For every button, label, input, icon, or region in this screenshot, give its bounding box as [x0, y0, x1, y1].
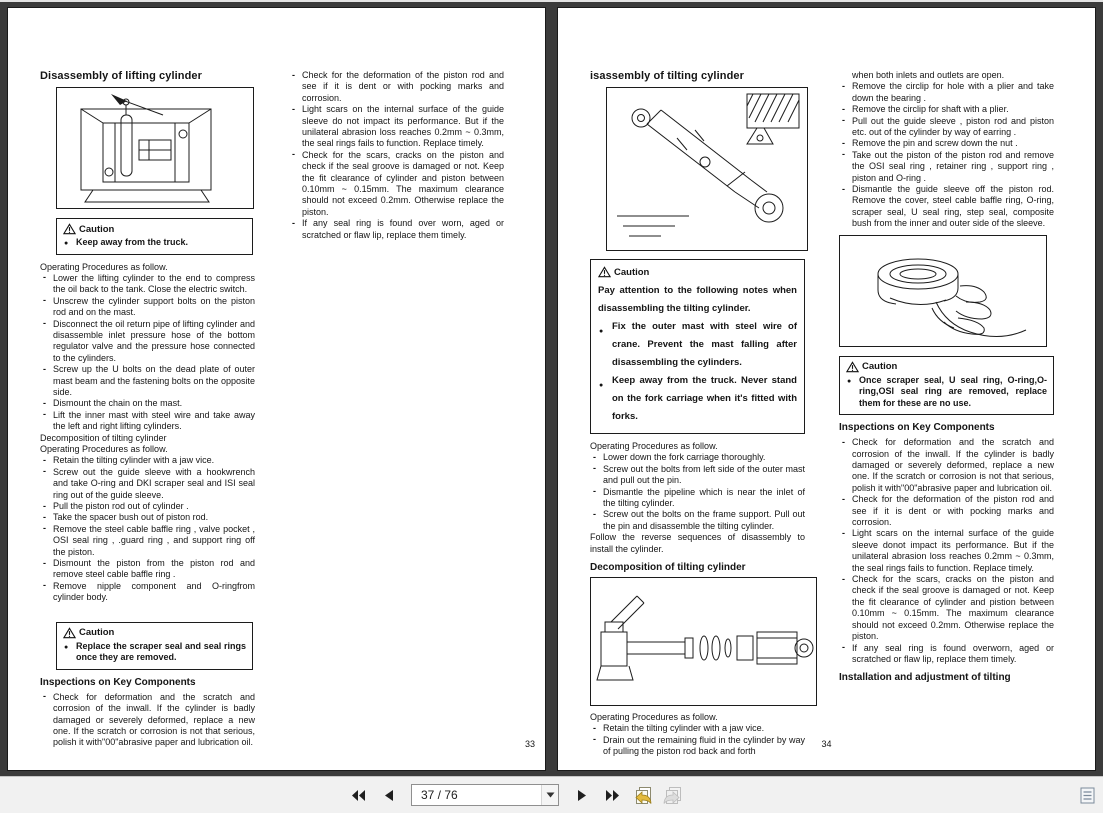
inspection-item: - Check for the scars, cracks on the piston and check if the seal groove is damaged or not. Keep the fit clearance of cylinder and pistion between 0.10mm ~ 0.15mm. The maximum clearance should not exceed 0.2mm. Otherwise replace the piston. [839, 574, 1054, 642]
caution-label: Caution [79, 627, 115, 639]
section-title-disassembly-tilting: isassembly of tilting cylinder [590, 70, 744, 82]
section-title-disassembly-lifting: Disassembly of lifting cylinder [40, 70, 203, 82]
page-33-column-1 [40, 70, 255, 749]
procedure-item: - Remove the steel cable baffle ring , valve pocket , OSI seal ring , .guard ring , and support ring off the piston. [40, 524, 255, 558]
procedure-item: - Disconnect the oil return pipe of lifting cylinder and disassemble inlet pressure hose of the bottom regulator valve and the pressure hose connected to the cylinders. [40, 319, 255, 365]
procedure-item: - Dismantle the guide sleeve off the piston rod. Remove the cover, steel cable baffle ring, O-ring, scraper seal, U seal ring, step seal, composite bush from the inner and outer side of the sleeve. [839, 184, 1054, 230]
document-page-33 [7, 7, 546, 771]
procedure-item: - Dismantle the pipeline which is near the inlet of the tilting cylinder. [590, 487, 805, 510]
caution-box-tilting-notes [590, 259, 805, 434]
hand-with-sleeve-drawing [840, 236, 1046, 346]
sidebar-toggle-icon [1080, 787, 1095, 804]
tilting-cylinder-drawing [607, 88, 807, 250]
inspection-item: - Light scars on the internal surface of the guide sleeve do not impact its performance. But if the unilateral abrasion loss reaches 0.2mm ~ 0.3mm, the seal rings fails to function. Replace timely. [289, 104, 504, 150]
caution-items [598, 318, 797, 426]
lifting-cylinder-figure [56, 87, 254, 209]
procedure-item: - Remove nipple component and O-ringfrom cylinder body. [40, 581, 255, 604]
procedure-item: - Take the spacer bush out of piston rod. [40, 512, 255, 523]
previous-page-button[interactable] [376, 782, 400, 808]
last-page-icon [605, 789, 620, 802]
first-page-icon [351, 789, 366, 802]
caution-label: Caution [862, 361, 898, 373]
procedure-item: - Screw up the U bolts on the dead plate of outer mast beam and the fastening bolts on the opposite side. [40, 364, 255, 398]
first-page-button[interactable] [346, 782, 370, 808]
procedure-item: - Dismount the chain on the mast. [40, 398, 255, 409]
procedure-item: - Screw out the guide sleeve with a hookwrench and take O-ring and DKI scraper seal and ISI seal ring out of the guide sleeve. [40, 467, 255, 501]
procedure-item: - Lift the inner mast with steel wire and take away the left and right lifting cylinders. [40, 410, 255, 433]
page-number-combobox[interactable] [411, 784, 559, 806]
viewer-toolbar [0, 776, 1103, 813]
inspections-heading: Inspections on Key Components [839, 422, 995, 434]
continued-text: when both inlets and outlets are open. [852, 70, 1005, 80]
procedure-item: - Screw out the bolts on the frame support. Pull out the pin and disassemble the tilting cylinder. [590, 509, 805, 532]
operating-procedures-label: Operating Procedures as follow. [40, 444, 168, 454]
inspection-item: - Light scars on the internal surface of the guide sleeve donot impact its performance. But if the unilateral abrasion loss reaches 0.2mm ~ 0.3mm, the seal rings fails to function. Replace timely. [839, 528, 1054, 574]
installation-heading: Installation and adjustment of tilting [839, 672, 1011, 684]
previous-view-icon [632, 786, 653, 805]
inspections-heading: Inspections on Key Components [40, 676, 196, 688]
caution-label: Caution [614, 266, 650, 278]
inspection-item: - Check for the deformation of the piston rod and see if it is dent or with pocking marks and corrosion. [839, 494, 1054, 528]
inspection-list-continued [289, 70, 504, 241]
caution-item: ● Replace the scraper seal and seal rings once they are removed. [63, 641, 246, 664]
caution-intro: Pay attention to the following notes when disassembling the tilting cylinder. [598, 285, 797, 314]
caution-items [63, 237, 246, 249]
caution-items [846, 375, 1047, 410]
tilting-cylinder-figure [606, 87, 808, 251]
procedure-item: - Drain out the remaining fluid in the cylinder by way of pulling the piston rod back and forth [590, 735, 805, 758]
inspection-item: - If any seal ring is found over worn, aged or scratched or flaw lip, replace them timely. [289, 218, 504, 241]
install-note: Follow the reverse sequences of disassembly to install the cylinder. [590, 532, 805, 554]
procedure-item: - Screw out the bolts from left side of the outer mast and pull out the pin. [590, 464, 805, 487]
next-page-button[interactable] [570, 782, 594, 808]
procedure-item: - Retain the tilting cylinder with a jaw vice. [40, 455, 255, 466]
caution-items [63, 641, 246, 664]
page-33-column-2 [289, 70, 504, 749]
next-view-icon [662, 786, 683, 805]
procedure-item: - Retain the tilting cylinder with a jaw vice. [590, 723, 805, 734]
procedure-item: - Lower down the fork carriage thoroughly. [590, 452, 805, 463]
removal-procedure-list [839, 81, 1054, 229]
lifting-procedure-list [40, 273, 255, 433]
page-34-column-2 [839, 70, 1054, 758]
page-number-34: 34 [821, 739, 832, 749]
caution-item: ● Keep away from the truck. [63, 237, 246, 249]
decomposition-procedure-list [40, 455, 255, 603]
inspection-list [839, 437, 1054, 665]
page-indicator: 37 / 76 [421, 788, 458, 802]
page-34-column-1 [590, 70, 805, 758]
operating-procedures-label: Operating Procedures as follow. [590, 712, 718, 723]
procedure-item: - Take out the piston of the piston rod and remove the OSI seal ring , retainer ring , support ring , piston and O-ring . [839, 150, 1054, 184]
inspection-item: - Check for deformation and the scratch and corrosion of the inwall. If the cylinder is badly damaged or severely deformed, replace a new one. If the scratch or corrosion is not that serious, polish it with"00"abrasive paper and lubrication oil. [40, 692, 255, 749]
next-view-button[interactable] [660, 782, 684, 808]
inspection-item: - If any seal ring is found overworn, aged or scratched or flaw lip, replace them timely. [839, 643, 1054, 666]
caution-item: ● Fix the outer mast with steel wire of crane. Prevent the mast falling after disassembling the cylinders. [598, 318, 797, 372]
page-navigation-group [346, 777, 684, 813]
previous-page-icon [383, 789, 394, 802]
operating-procedures-label: Operating Procedures as follow. [590, 441, 718, 451]
caution-label: Caution [79, 223, 115, 235]
caution-item: ● Once scraper seal, U seal ring, O-ring,O-ring,OSI seal ring are removed, replace them for these are no use. [846, 375, 1047, 410]
chevron-down-icon[interactable] [541, 785, 558, 805]
inspection-item: - Check for the deformation of the piston rod and see if it is dent or with pocking marks and corrosion. [289, 70, 504, 104]
sidebar-toggle-button[interactable] [1075, 782, 1099, 808]
inspection-item: - Check for the scars, cracks on the piston and check if the seal groove is damaged or not. Keep the fit clearance of cylinder and piston between 0.10mm ~ 0.15mm. The maximum clearance should not exceed 0.2mm. Otherwise replace the piston. [289, 150, 504, 218]
procedure-item: - Dismount the piston from the piston rod and remove steel cable baffle ring . [40, 558, 255, 581]
decomposition-procedure-list [590, 723, 805, 757]
page-number-33: 33 [524, 739, 535, 749]
previous-view-button[interactable] [630, 782, 654, 808]
procedure-item: - Pull the piston rod out of cylinder . [40, 501, 255, 512]
last-page-button[interactable] [600, 782, 624, 808]
decomposition-label: Decomposition of tilting cylinder [40, 432, 167, 443]
decomposition-drawing [591, 578, 816, 705]
hand-with-sleeve-figure [839, 235, 1047, 347]
inspection-item: - Check for deformation and the scratch and corrosion of the inwall. If the cylinder is badly damaged or severely deformed, replace a new one. If the scratch or corrosion is not that serious, polish it with"00"abrasive paper and lubrication oil. [839, 437, 1054, 494]
caution-item: ● Keep away from the truck. Never stand on the fork carriage when it's fitted with forks. [598, 372, 797, 426]
document-page-34 [557, 7, 1096, 771]
warning-icon [598, 266, 611, 278]
window-top-border [0, 0, 1103, 2]
warning-icon [63, 223, 76, 235]
tilting-procedure-list [590, 452, 805, 532]
lifting-cylinder-drawing [57, 88, 253, 208]
procedure-item: - Lower the lifting cylinder to the end to compress the oil back to the tank. Close the electric switch. [40, 273, 255, 296]
inspection-list [40, 692, 255, 749]
warning-icon [846, 361, 859, 373]
warning-icon [63, 627, 76, 639]
caution-box-seals-no-use [839, 356, 1054, 416]
procedure-item: - Pull out the guide sleeve , piston rod and piston etc. out of the cylinder by way of earring . [839, 116, 1054, 139]
procedure-item: - Remove the pin and screw down the nut . [839, 138, 1054, 149]
decomposition-figure [590, 577, 817, 706]
procedure-item: - Remove the circlip for hole with a plier and take down the bearing . [839, 81, 1054, 104]
decomposition-heading: Decomposition of tilting cylinder [590, 562, 746, 574]
caution-box-keep-away [56, 218, 253, 255]
procedure-item: - Remove the circlip for shaft with a plier. [839, 104, 1054, 115]
caution-box-replace-seals [56, 622, 253, 670]
procedure-item: - Unscrew the cylinder support bolts on the piston rod and on the mast. [40, 296, 255, 319]
next-page-icon [577, 789, 588, 802]
operating-procedures-label: Operating Procedures as follow. [40, 261, 168, 272]
